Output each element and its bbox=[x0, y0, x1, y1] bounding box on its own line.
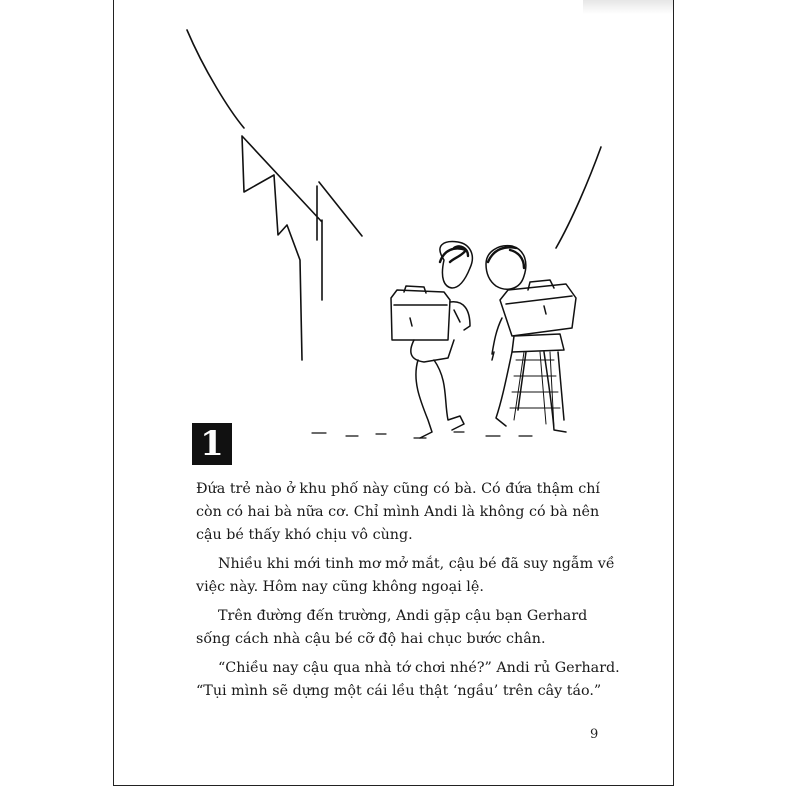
backpack-right bbox=[500, 284, 576, 336]
book-page bbox=[113, 0, 674, 786]
text-line: Đứa trẻ nào ở khu phố này cũng có bà. Có đứa thậm chí bbox=[196, 481, 600, 497]
text-line: Nhiều khi mới tinh mơ mở mắt, cậu bé đã suy ngẫm về bbox=[218, 556, 615, 572]
page-number: 9 bbox=[590, 727, 599, 742]
paragraph bbox=[196, 657, 620, 703]
text-line: còn có hai bà nữa cơ. Chỉ mình Andi là không có bà nên bbox=[196, 504, 600, 520]
backpack-left bbox=[391, 290, 450, 340]
text-line: “Chiều nay cậu qua nhà tớ chơi nhé?” Andi rủ Gerhard. bbox=[218, 660, 620, 676]
text-line: sống cách nhà cậu bé cỡ độ hai chục bước chân. bbox=[196, 631, 546, 647]
street-right-edge bbox=[556, 147, 601, 248]
text-line: việc này. Hôm nay cũng không ngoại lệ. bbox=[196, 579, 484, 595]
text-line: Trên đường đến trường, Andi gặp cậu bạn Gerhard bbox=[218, 608, 588, 624]
boy-right bbox=[486, 246, 576, 432]
building-outline bbox=[187, 30, 362, 360]
illustration-two-boys-walking bbox=[114, 0, 675, 470]
chapter-body-text bbox=[196, 478, 620, 709]
paragraph bbox=[196, 605, 600, 651]
paragraph bbox=[196, 478, 600, 547]
boy-left bbox=[391, 242, 472, 438]
paragraph bbox=[196, 553, 615, 599]
text-line: cậu bé thấy khó chịu vô cùng. bbox=[196, 527, 413, 543]
chapter-number-badge: 1 bbox=[192, 423, 232, 465]
text-line: “Tụi mình sẽ dựng một cái lều thật ‘ngầu’ trên cây táo.” bbox=[196, 683, 602, 699]
